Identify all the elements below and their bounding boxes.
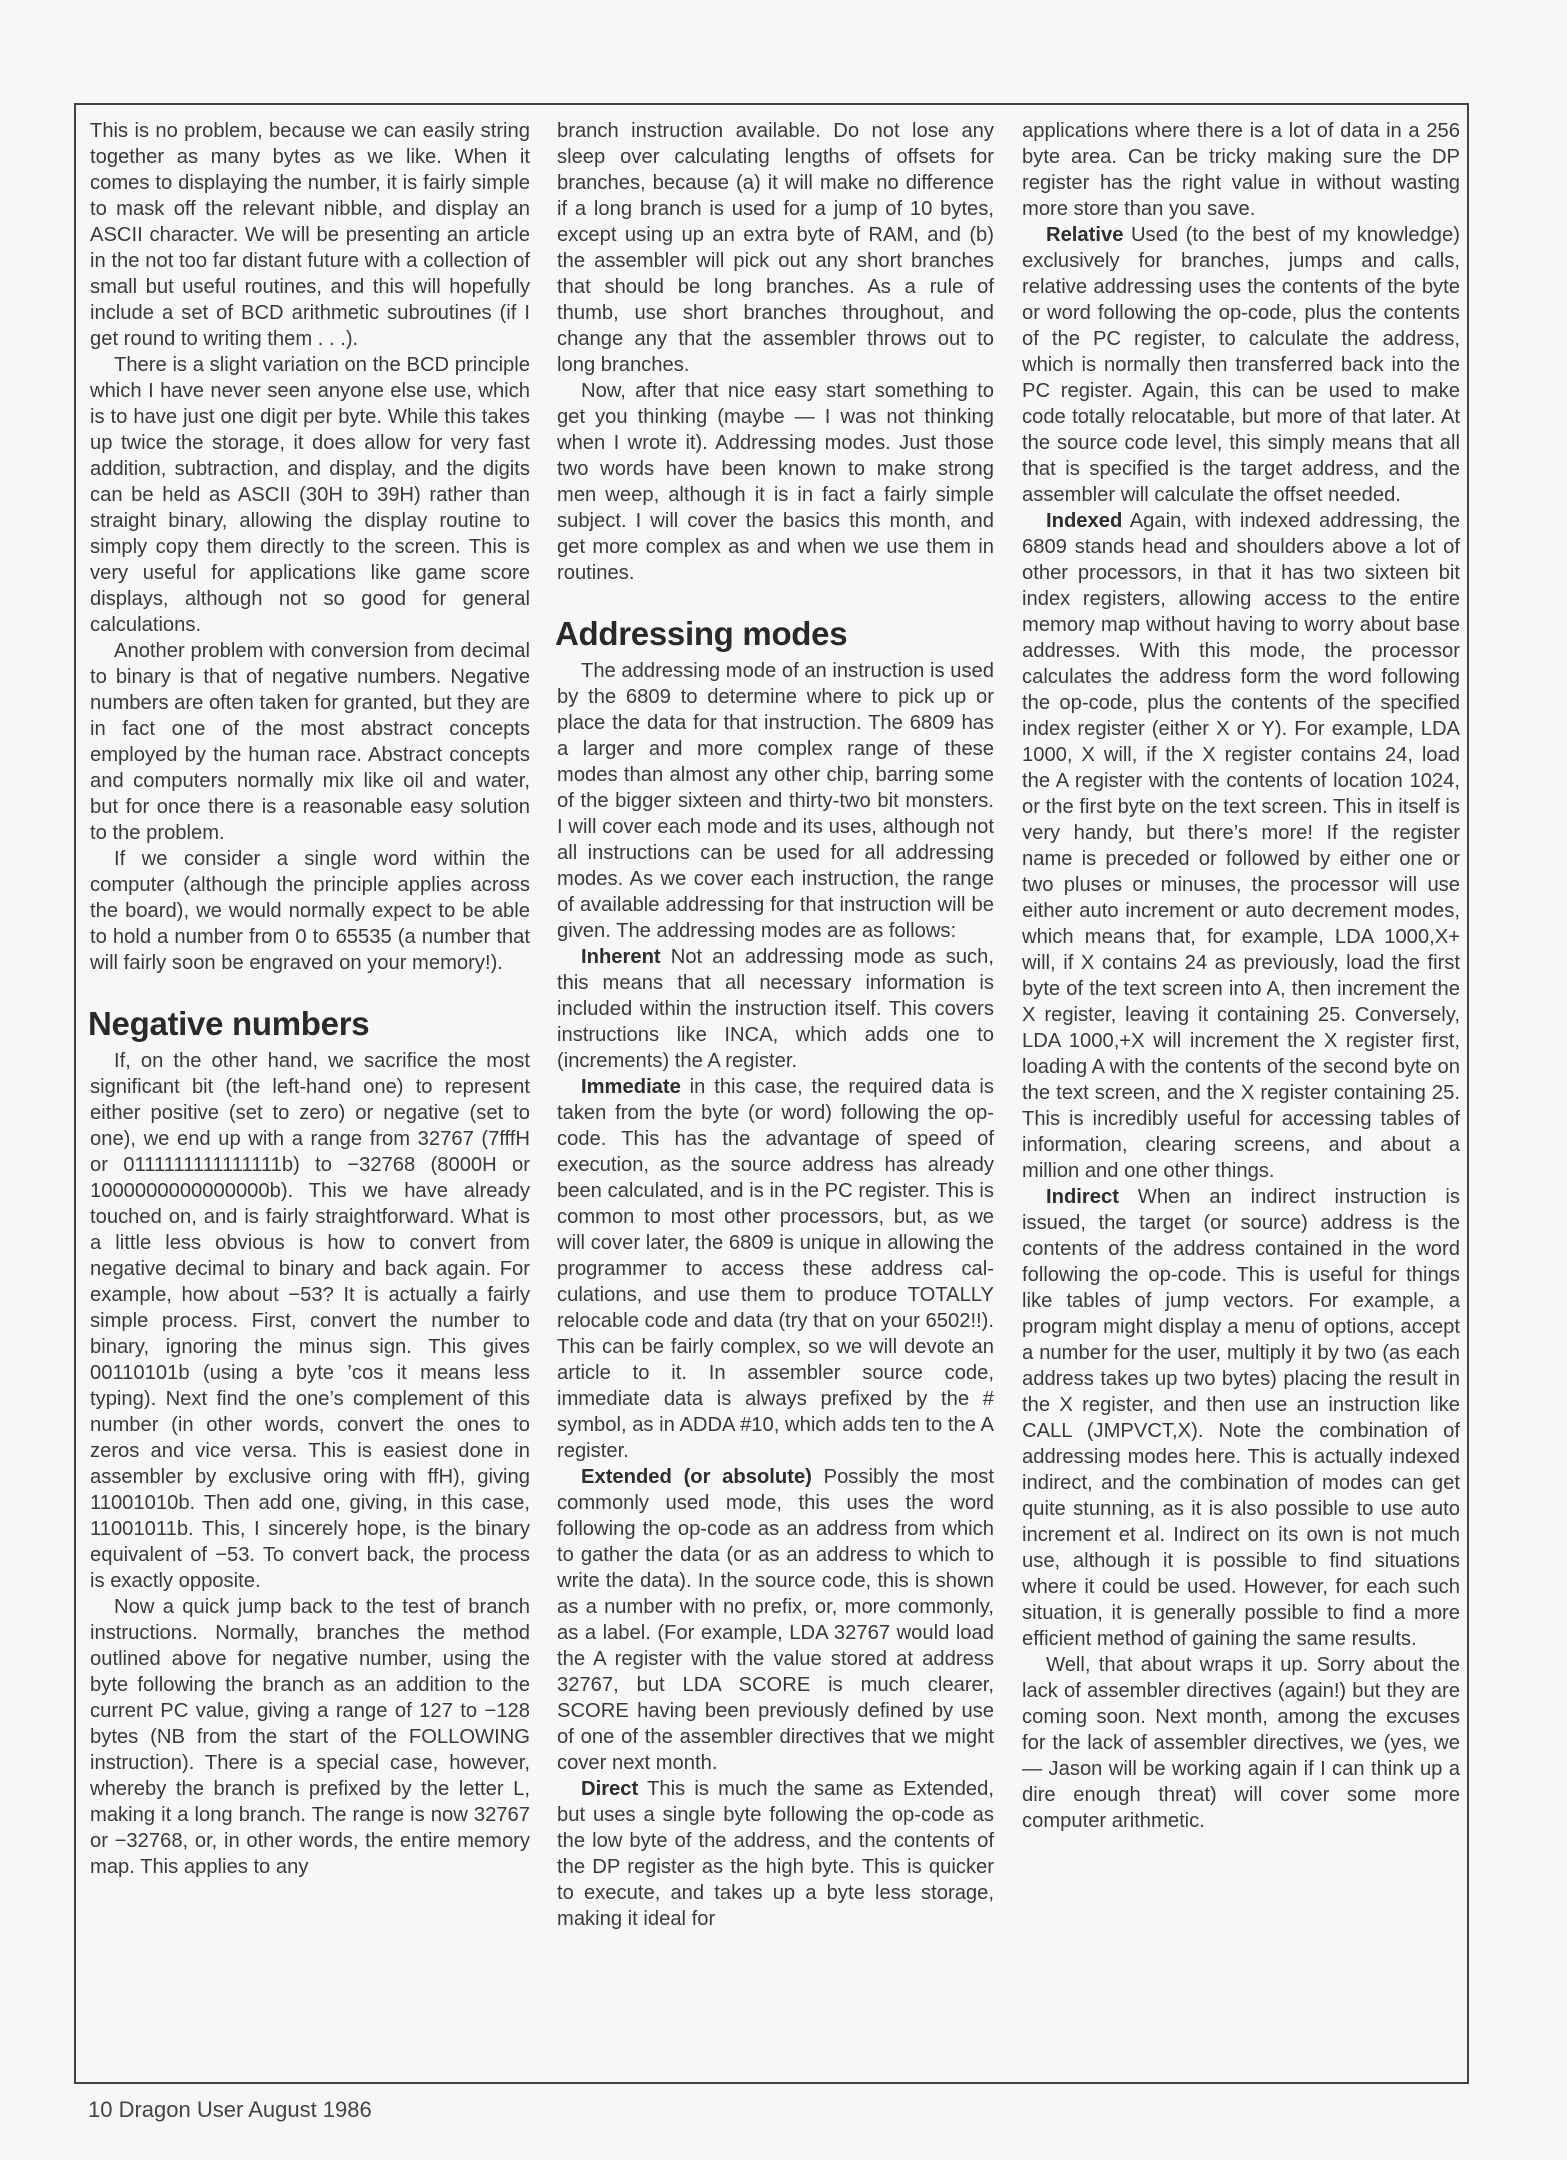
term-immediate: Immediate xyxy=(581,1076,681,1098)
paragraph: Now, after that nice easy start something to get you thinking (maybe — I was not thinking when I wrote it). Addressing modes. Just those two words have been known to make strong men weep, although it is in fact a fairly simple subject. I will cover the basics this month, and get more complex as and when we use them in routines. xyxy=(557,380,994,584)
page-footer: 10 Dragon User August 1986 xyxy=(88,2097,372,2122)
paragraph-indirect xyxy=(1022,1184,1460,1652)
definition-text: in this case, the required data is taken from the byte (or word) following the op-code. This has the advantage of speed of execution, as the source address has already been calculated, and is in the PC register. This is common to most other processors, but, as we will cover later, the 6809 is unique in allowing the programmer to access these address calculations, and use them to produce TOTALLY relocable code and data (try that on your 6502!!). This can be fairly complex, so we will devote an article to it. In assembler source code, immediate data is always prefixed by the # symbol, as in ADDA #10, which adds ten to the A register. xyxy=(557,1076,994,1462)
column-1 xyxy=(90,118,530,1880)
section-heading-addressing-modes: Addressing modes xyxy=(555,615,848,652)
column-3 xyxy=(1022,118,1460,1834)
paragraph: This is no problem, because we can easily string together as many bytes as we like. When it comes to displaying the number, it is fairly simple to mask off the relevant nibble, and display an ASCII character. We will be presenting an article in the not too far distant future with a collection of small but useful routines, and this will hopefully include a set of BCD arithmetic subroutines (if I get round to writing them . . .). xyxy=(90,120,530,350)
paragraph: Now a quick jump back to the test of branch instructions. Normally, branches the method outlined above for negative number, using the byte following the branch as an addition to the current PC value, giving a range of 127 to −128 bytes (NB from the start of the FOLLOWING instruction). There is a special case, however, whereby the branch is prefixed by the letter L, making it a long branch. The range is now 32767 or −32768, or, in other words, the entire memory map. This applies to any xyxy=(90,1596,530,1878)
paragraph: Well, that about wraps it up. Sorry about the lack of assembler directives (again!) but they are coming soon. Next month, among the excuses for the lack of assembler directives, we (yes, we — Jason will be working again if I can think up a dire enough threat) will cover some more computer arithmetic. xyxy=(1022,1654,1460,1832)
paragraph: branch instruction available. Do not lose any sleep over calculating lengths of offsets for branches, because (a) it will make no difference if a long branch is used for a jump of 10 bytes, except using up an extra byte of RAM, and (b) the assembler will pick out any short branches that should be long branches. As a rule of thumb, use short branches throughout, and change any that the assembler throws out to long branches. xyxy=(557,120,994,376)
term-inherent: Inherent xyxy=(581,946,661,968)
definition-text: Again, with indexed addressing, the 6809 stands head and shoulders above a lot of other processors, in that it has two sixteen bit index registers, allowing access to the entire memory map without having to worry about base addresses. With this mode, the processor calculates the address form the word following the op-code, plus the contents of the specified index register (either X or Y). For example, LDA 1000, X will, if the X register contains 24, load the A register with the contents of location 1024, or the first byte on the text screen. This in itself is very handy, but there’s more! If the register name is preceded or followed by either one or two pluses or minuses, the processor will use either auto increment or auto decrement modes, which means that, for example, LDA 1000,X+ will, if X contains 24 as previously, load the first byte of the text screen into A, then increment the X register, leaving it containing 25. Conversely, LDA 1000,+X will increment the X register first, loading A with the contents of the second byte on the text screen, and the X register containing 25. This is incredibly useful for accessing tables of information, clearing screens, and about a million and one other things. xyxy=(1022,510,1460,1182)
definition-text: When an indirect instruction is issued, the target (or source) address is the contents of the address contained in the word following the op-code. This is useful for things like tables of jump vectors. For example, a program might display a menu of options, accept a number for the user, multiply it by two (as each address takes up two bytes) placing the result in the X register, and then use an instruction like CALL (JMPVCT,X). Note the combination of addressing modes here. This is actually indexed indirect, and the combination of modes can get quite stunning, as it is also possible to use auto increment et al. Indirect on its own is not much use, although it is possible to find situations where it could be used. However, for each such situation, it is generally possible to find a more efficient method of gaining the same results. xyxy=(1022,1186,1460,1650)
section-heading-negative-numbers: Negative numbers xyxy=(88,1005,370,1042)
term-relative: Relative xyxy=(1046,224,1124,246)
paragraph: applications where there is a lot of data in a 256 byte area. Can be tricky making sure the DP register has the right value in without wasting more store than you save. xyxy=(1022,120,1460,220)
paragraph-extended xyxy=(557,1464,994,1776)
paragraph-direct xyxy=(557,1776,994,1932)
definition-text: This is much the same as Extended, but uses a single byte following the op-code as the low byte of the address, and the contents of the DP register as the high byte. This is quicker to execute, and takes up a byte less storage, making it ideal for xyxy=(557,1778,994,1930)
paragraph-relative xyxy=(1022,222,1460,508)
definition-text: Not an addressing mode as such, this means that all necessary information is included within the instruction itself. This covers instructions like INCA, which adds one to (increments) the A register. xyxy=(557,946,994,1072)
paragraph-inherent xyxy=(557,944,994,1074)
paragraph: Another problem with conversion from decimal to binary is that of negative numbers. Negative numbers are often taken for granted, but they are in fact one of the most abstract concepts employed by the human race. Abstract concepts and computers normally mix like oil and water, but for once there is a reasonable easy solution to the problem. xyxy=(90,640,530,844)
paragraph-indexed xyxy=(1022,508,1460,1184)
paragraph: If, on the other hand, we sacrifice the most significant bit (the left-hand one) to represent either positive (set to zero) or negative (set to one), we end up with a range from 32767 (7fffH or 0111111111111111b) to −32768 (8000H or 1000000000000000b). This we have already touched on, and is fairly straightforward. What is a little less obvious is how to convert from negative decimal to binary and back again. For example, how about −53? It is actually a fairly simple process. First, convert the number to binary, ignoring the minus sign. This gives 00110101b (using a byte ’cos it means less typing). Next find the one’s complement of this number (in other words, convert the ones to zeros and vice versa. This is easiest done in assembler by exclusive oring with ffH), giving 11001010b. Then add one, giving, in this case, 11001011b. This, I sincerely hope, is the binary equivalent of −53. To convert back, the process is exactly opposite. xyxy=(90,1050,530,1592)
term-indirect: Indirect xyxy=(1046,1186,1119,1208)
paragraph: There is a slight variation on the BCD principle which I have never seen anyone else use, which is to have just one digit per byte. While this takes up twice the storage, it does allow for very fast addition, subtraction, and display, and the digits can be held as ASCII (30H to 39H) rather than straight binary, allowing the display routine to simply copy them directly to the screen. This is very useful for applications like game score displays, although not so good for general calculations. xyxy=(90,354,530,636)
paragraph: The addressing mode of an instruction is used by the 6809 to determine where to pick up or place the data for that instruction. The 6809 has a larger and more complex range of these modes than almost any other chip, barring some of the bigger sixteen and thirty-two bit monsters. I will cover each mode and its uses, although not all instructions can be used for all addressing modes. As we cover each instruction, the range of available addressing for that instruction will be given. The addressing modes are as follows: xyxy=(557,660,994,942)
definition-text: Possibly the most commonly used mode, this uses the word following the op-code as an address from which to gather the data (or as an address to which to write the data). In the source code, this is shown as a number with no prefix, or, more commonly, as a label. (For example, LDA 32767 would load the A register with the value stored at address 32767, but LDA SCORE is much clearer, SCORE having been previously defined by use of one of the assembler directives that we might cover next month. xyxy=(557,1466,994,1774)
paragraph: If we consider a single word within the computer (although the principle applies across the board), we would normally expect to be able to hold a number from 0 to 65535 (a number that will fairly soon be engraved on your memory!). xyxy=(90,848,530,974)
term-extended: Extended (or absolute) xyxy=(581,1466,812,1488)
column-2 xyxy=(557,118,994,1932)
definition-text: Used (to the best of my knowledge) exclusively for branches, jumps and calls, relative addressing uses the contents of the byte or word following the op-code, plus the contents of the PC register, to calculate the address, which is normally then transferred back into the PC register. Again, this can be used to make code totally relocatable, but more of that later. At the source code level, this simply means that all that is specified is the target address, and the assembler will calculate the offset needed. xyxy=(1022,224,1460,506)
paragraph-immediate xyxy=(557,1074,994,1464)
term-indexed: Indexed xyxy=(1046,510,1123,532)
term-direct: Direct xyxy=(581,1778,639,1800)
